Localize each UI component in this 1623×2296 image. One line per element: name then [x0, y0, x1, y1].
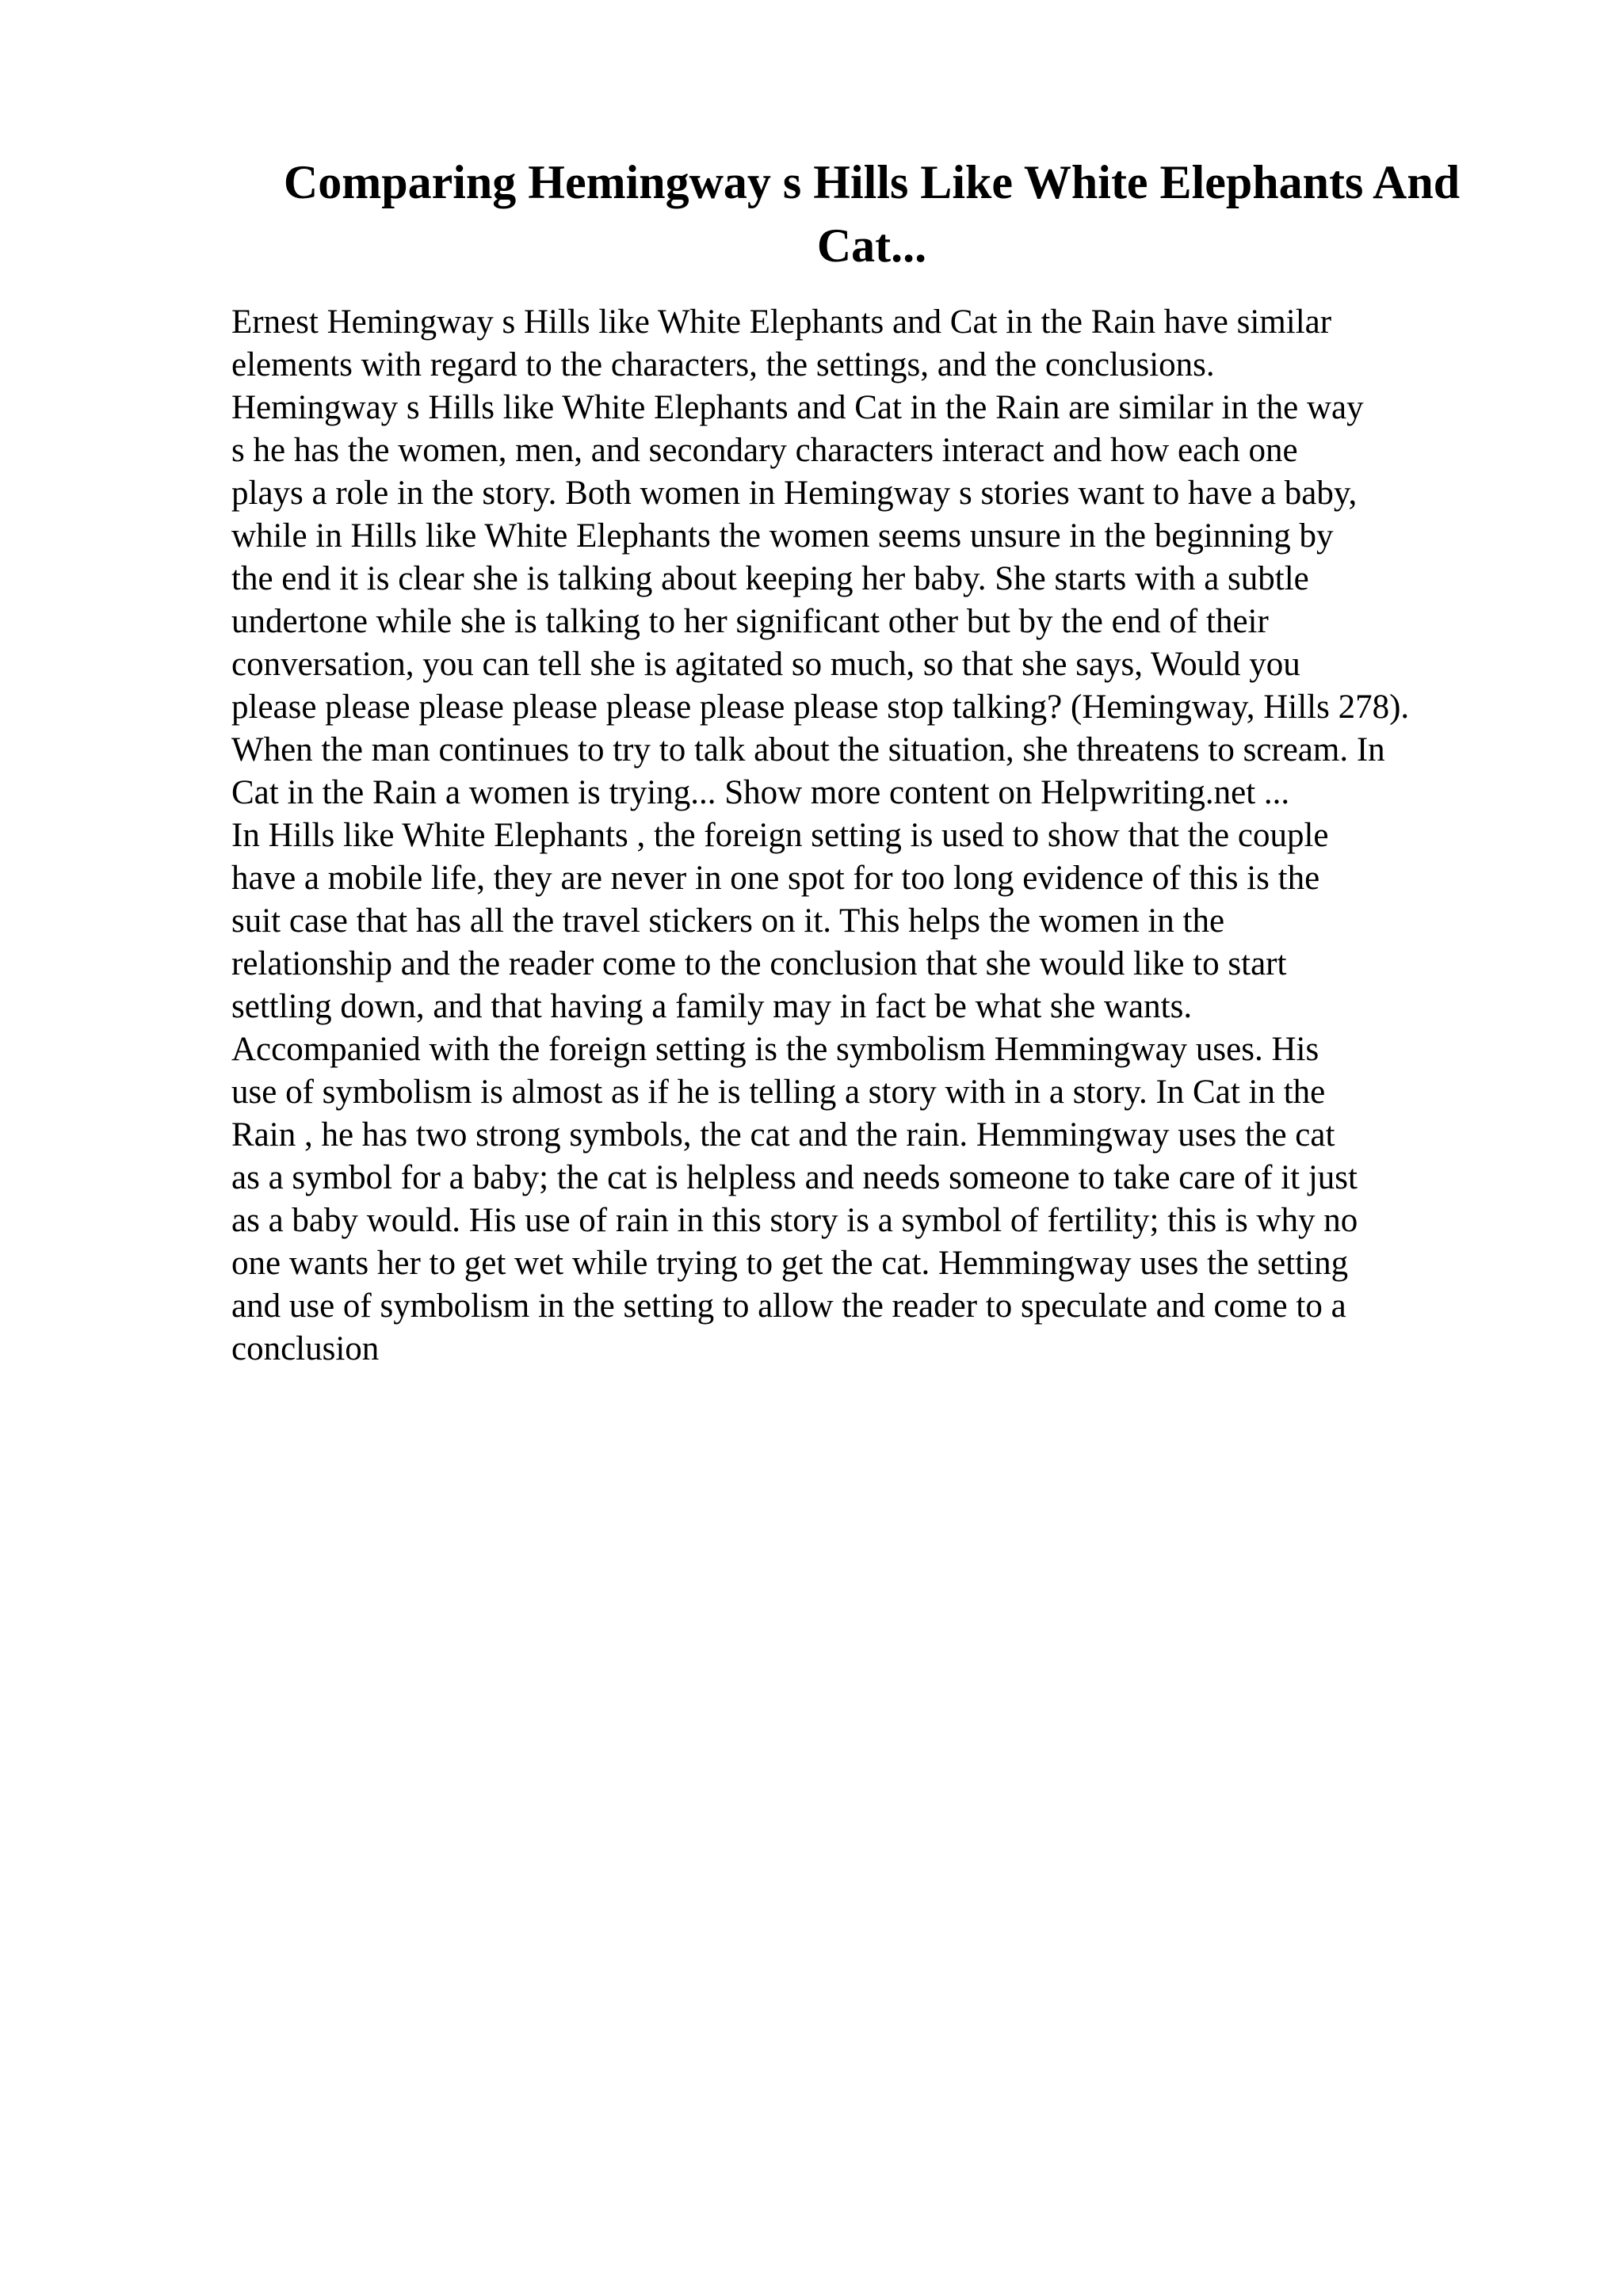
body-line: conversation, you can tell she is agitated so much, so that she says, Would you — [231, 646, 1300, 683]
body-line: relationship and the reader come to the conclusion that she would like to start — [231, 945, 1287, 982]
body-line: Accompanied with the foreign setting is the symbolism Hemmingway uses. His — [231, 1031, 1319, 1068]
body-line: In Hills like White Elephants , the foreign setting is used to show that the couple — [231, 817, 1329, 854]
title-line: Comparing Hemingway s Hills Like White Elephants And — [283, 156, 1461, 208]
body-line: Hemingway s Hills like White Elephants and Cat in the Rain are similar in the way — [231, 389, 1364, 426]
body-line: undertone while she is talking to her significant other but by the end of their — [231, 603, 1269, 640]
body-line: plays a role in the story. Both women in Hemingway s stories want to have a baby, — [231, 475, 1358, 512]
body-line: s he has the women, men, and secondary characters interact and how each one — [231, 432, 1298, 469]
body-line: elements with regard to the characters, the settings, and the conclusions. — [231, 346, 1215, 383]
body-line: while in Hills like White Elephants the women seems unsure in the beginning by — [231, 517, 1334, 555]
body-line: Ernest Hemingway s Hills like White Elephants and Cat in the Rain have similar — [231, 303, 1332, 341]
body-line: Rain , he has two strong symbols, the cat and the rain. Hemmingway uses the cat — [231, 1116, 1335, 1154]
body-line: the end it is clear she is talking about keeping her baby. She starts with a subtle — [231, 560, 1309, 597]
document-title — [238, 151, 1506, 277]
body-line: one wants her to get wet while trying to get the cat. Hemmingway uses the setting — [231, 1245, 1349, 1282]
body-line: settling down, and that having a family may in fact be what she wants. — [231, 988, 1193, 1025]
body-line: suit case that has all the travel stickers on it. This helps the women in the — [231, 902, 1225, 940]
body-line: please please please please please please please stop talking? (Hemingway, Hills 278). — [231, 688, 1410, 726]
body-line: use of symbolism is almost as if he is telling a story with in a story. In Cat in the — [231, 1074, 1326, 1111]
body-line: have a mobile life, they are never in one spot for too long evidence of this is the — [231, 860, 1320, 897]
body-line: as a symbol for a baby; the cat is helpless and needs someone to take care of it just — [231, 1159, 1358, 1196]
body-line: conclusion — [231, 1330, 380, 1367]
document-body — [231, 301, 1579, 1371]
body-line: and use of symbolism in the setting to allow the reader to speculate and come to a — [231, 1287, 1346, 1325]
body-line: Cat in the Rain a women is trying... Show more content on Helpwriting.net ... — [231, 774, 1290, 811]
body-line: When the man continues to try to talk about the situation, she threatens to scream. In — [231, 731, 1385, 769]
body-line: as a baby would. His use of rain in this story is a symbol of fertility; this is why no — [231, 1202, 1358, 1239]
title-line: Cat... — [816, 219, 927, 272]
